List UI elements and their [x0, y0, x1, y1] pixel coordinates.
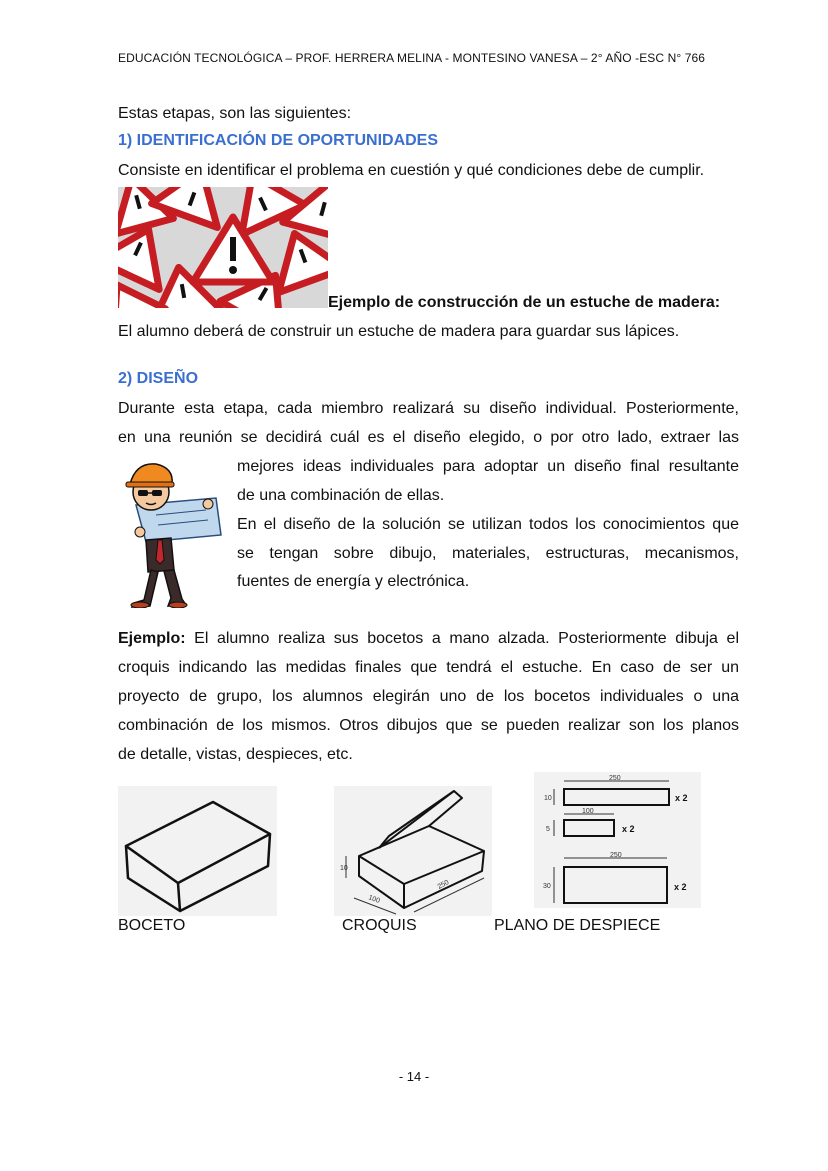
section2-line4: de una combinación de ellas.: [237, 487, 445, 504]
despiece-dim-100: 100: [582, 808, 594, 815]
croquis-dim-height: 10: [340, 865, 348, 872]
caption-boceto: BOCETO: [118, 917, 186, 934]
section1-title: 1) IDENTIFICACIÓN DE OPORTUNIDADES: [118, 132, 439, 149]
despiece-dim-250-bottom: 250: [610, 852, 622, 859]
despiece-graphic: [534, 772, 701, 908]
intro-text: Estas etapas, son las siguientes:: [118, 105, 352, 122]
section2-line7: fuentes de energía y electrónica.: [237, 573, 470, 590]
section1-example-text: El alumno deberá de construir un estuche de madera para guardar sus lápices.: [118, 323, 680, 340]
warning-signs-image: [118, 187, 328, 308]
warning-signs-graphic: [118, 187, 328, 308]
despiece-dim-10: 10: [544, 795, 552, 802]
despiece-drawing: [534, 772, 701, 908]
page-number: - 14 -: [398, 1069, 430, 1084]
boceto-graphic: [118, 786, 277, 916]
section2-example-label: Ejemplo:: [118, 630, 186, 647]
croquis-graphic: [334, 786, 492, 916]
boceto-drawing: [118, 786, 277, 916]
section2-title: 2) DISEÑO: [118, 370, 199, 387]
despiece-dim-30: 30: [543, 883, 551, 890]
despiece-dim-5: 5: [546, 826, 550, 833]
despiece-dim-250-top: 250: [609, 775, 621, 782]
page-header: EDUCACIÓN TECNOLÓGICA – PROF. HERRERA MELINA - MONTESINO VANESA – 2° AÑO -ESC N° 766: [118, 51, 706, 65]
section2-example-line4: combinación de los mismos. Otros dibujos que se pueden realizar son los planos: [118, 717, 739, 734]
section2-line2: en una reunión se decidirá cuál es el diseño elegido, o por otro lado, extraer las: [118, 429, 739, 446]
section2-example-line5: de detalle, vistas, despieces, etc.: [118, 746, 353, 763]
croquis-dim-width: 100: [367, 894, 381, 905]
croquis-dim-length: 250: [436, 879, 451, 891]
engineer-illustration: [116, 460, 226, 608]
engineer-graphic: [116, 460, 226, 608]
caption-despiece: PLANO DE DESPIECE: [494, 917, 661, 934]
section2-example-line3: proyecto de grupo, los alumnos elegirán uno de los bocetos individuales o una: [118, 688, 739, 705]
croquis-drawing: [334, 786, 492, 916]
section2-line3: mejores ideas individuales para adoptar un diseño final resultante: [237, 458, 739, 475]
section1-text: Consiste en identificar el problema en cuestión y qué condiciones debe de cumplir.: [118, 162, 705, 179]
section2-example-text: El alumno realiza sus bocetos a mano alzada. Posteriormente dibuja el: [185, 630, 739, 647]
section2-line1: Durante esta etapa, cada miembro realizará su diseño individual. Posteriormente,: [118, 400, 739, 417]
caption-croquis: CROQUIS: [342, 917, 417, 934]
section2-line6: se tengan sobre dibujo, materiales, estructuras, mecanismos,: [237, 545, 739, 562]
despiece-qty-1: x 2: [675, 793, 688, 803]
section2-example-line2: croquis indicando las medidas finales que tendrá el estuche. En caso de ser un: [118, 659, 739, 676]
despiece-qty-3: x 2: [674, 882, 687, 892]
despiece-qty-2: x 2: [622, 824, 635, 834]
section1-example-label: Ejemplo de construcción de un estuche de madera:: [328, 294, 721, 311]
section2-example-line1: [118, 624, 739, 653]
section2-line5: En el diseño de la solución se utilizan todos los conocimientos que: [237, 516, 739, 533]
